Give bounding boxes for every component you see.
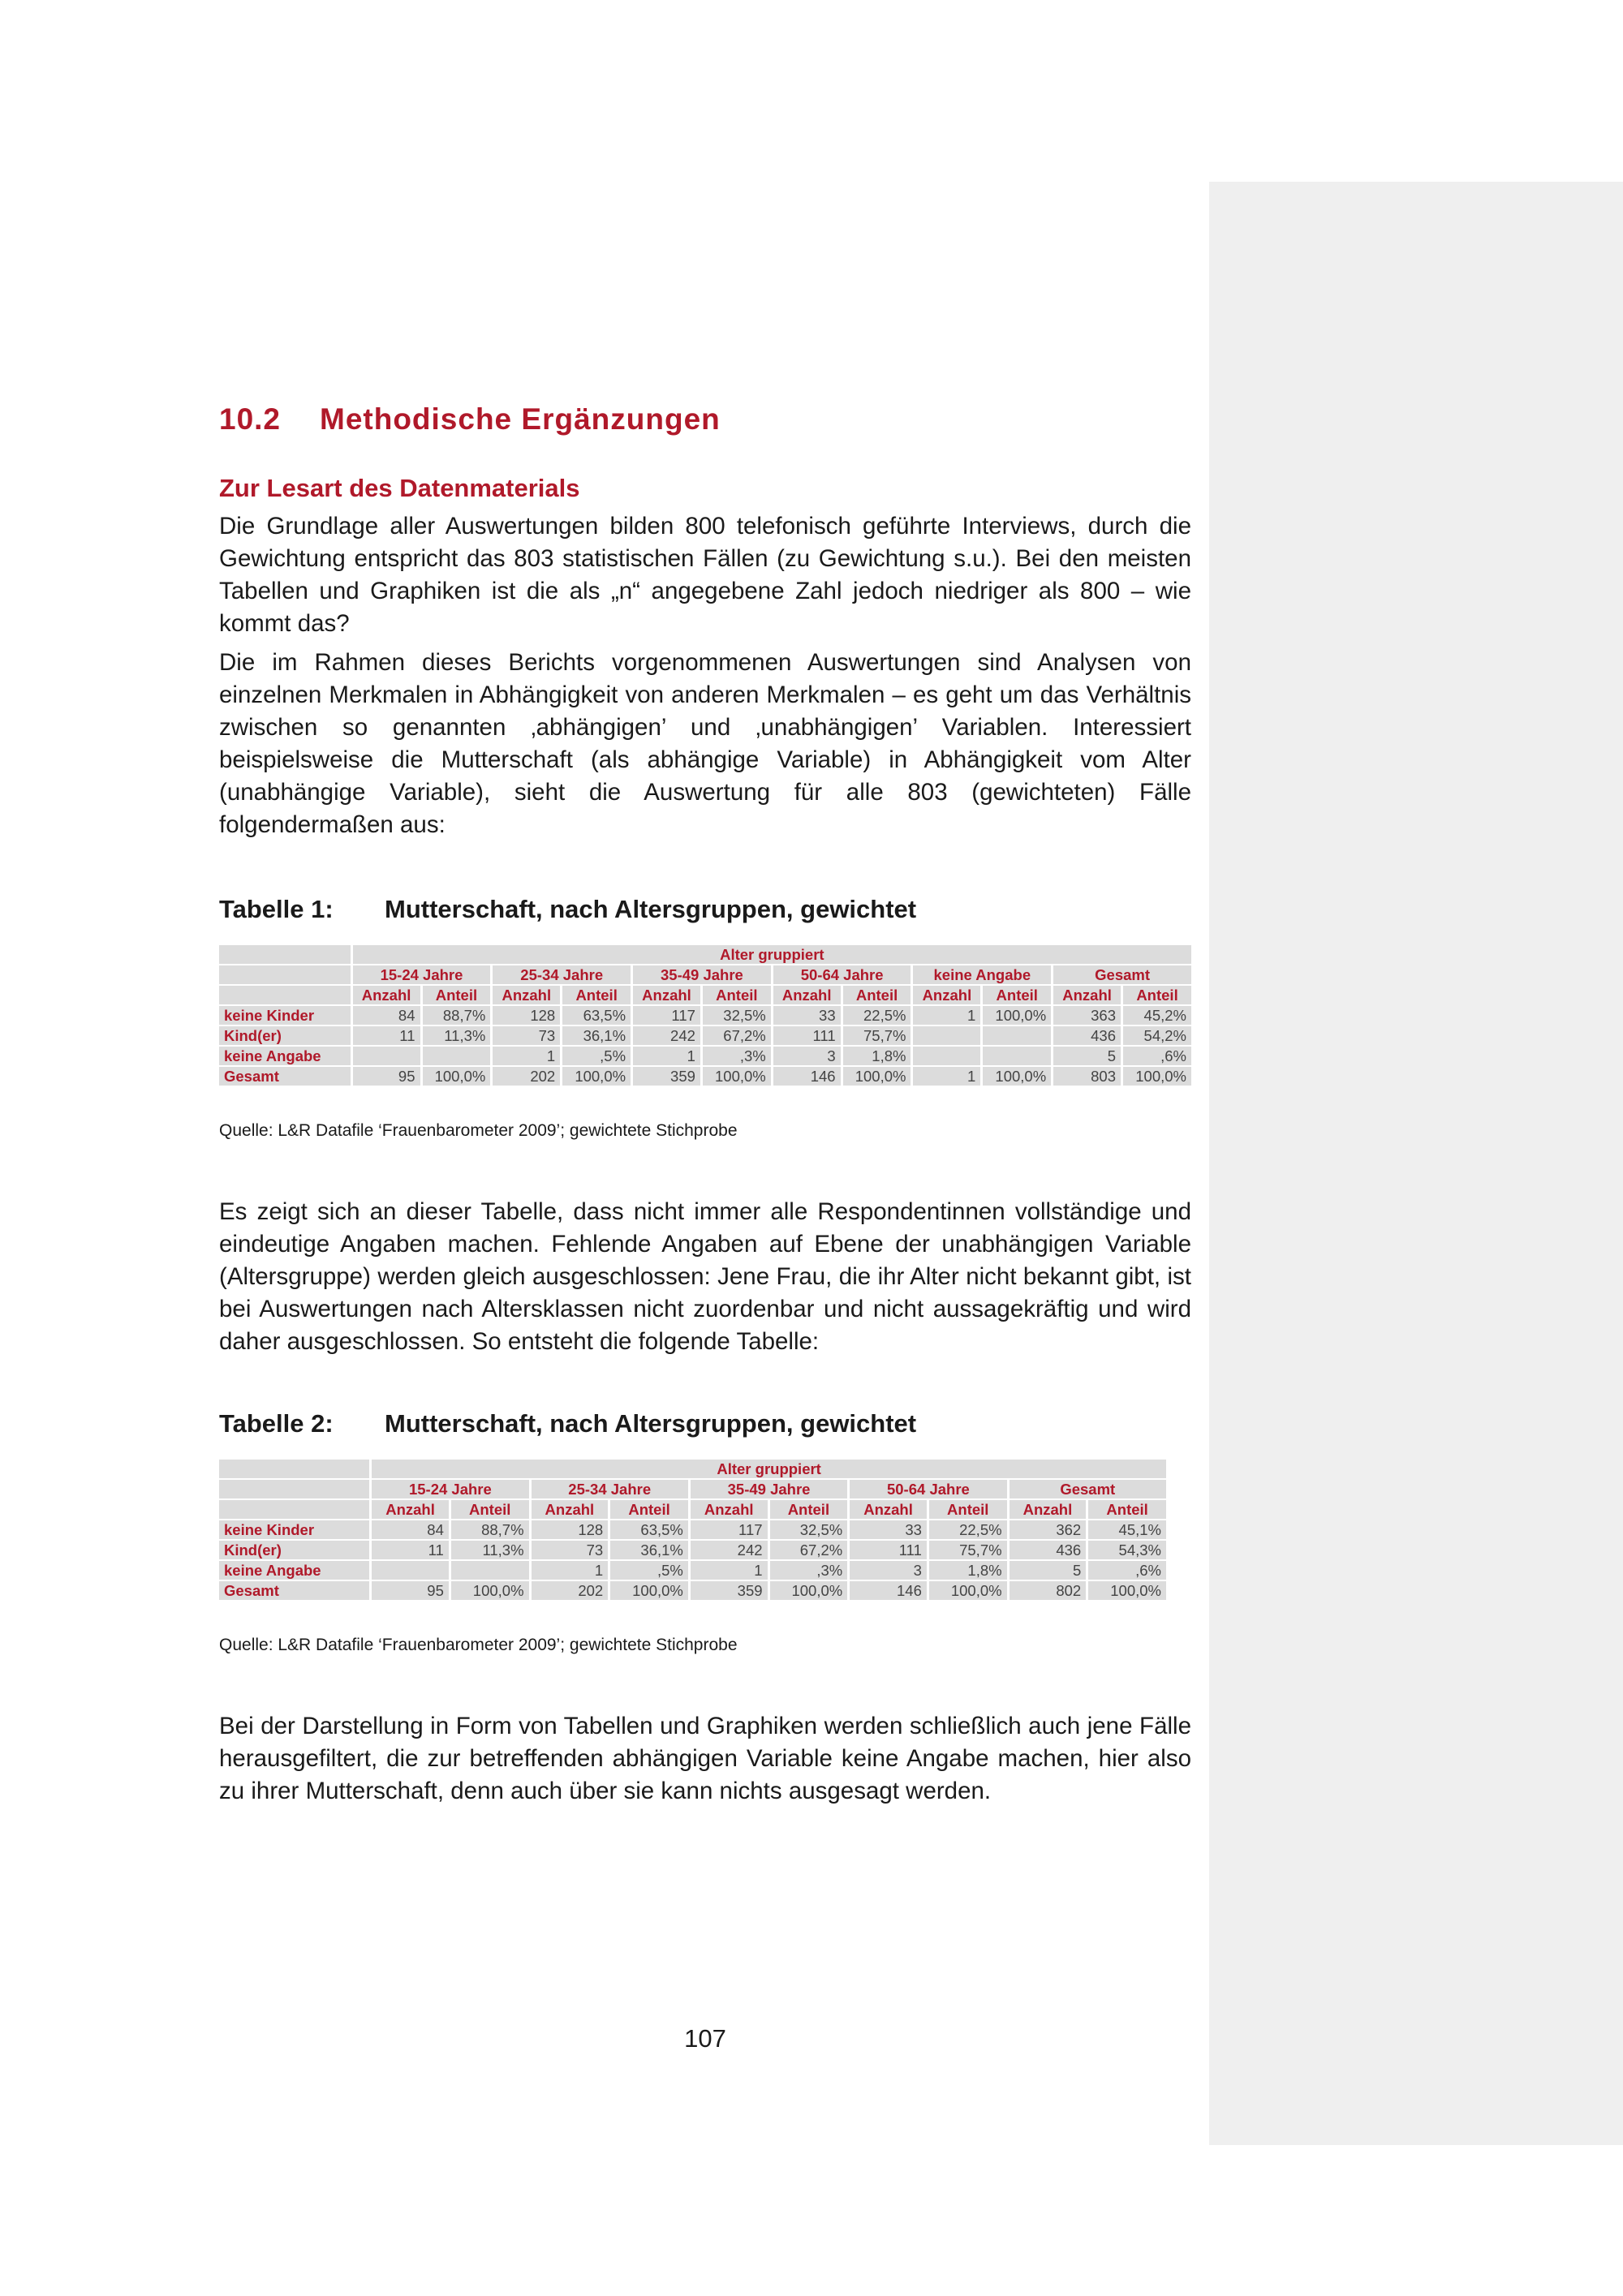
table-cell: 202: [532, 1581, 609, 1600]
table-cell: 100,0%: [983, 1006, 1051, 1025]
table-cell: 54,2%: [1123, 1026, 1191, 1045]
table-row: [219, 1561, 1166, 1580]
table-cell: 1: [532, 1561, 609, 1580]
table-cell: 146: [850, 1581, 927, 1600]
table-cell: 11,3%: [451, 1541, 529, 1559]
table-cell: ,6%: [1088, 1561, 1166, 1580]
corner-cell: [219, 965, 351, 984]
column-header: 25-34 Jahre: [532, 1480, 688, 1498]
table-2-label: Tabelle 2:: [219, 1409, 334, 1438]
table-cell: 33: [850, 1520, 927, 1539]
page-number: 107: [684, 2024, 726, 2053]
table-cell: 67,2%: [703, 1026, 771, 1045]
subheader-share: Anteil: [562, 986, 631, 1004]
table-cell: 146: [773, 1067, 841, 1086]
row-label: keine Kinder: [219, 1520, 369, 1539]
table-cell: ,5%: [562, 1047, 631, 1065]
table-row: [219, 1067, 1191, 1086]
table-cell: 95: [372, 1581, 449, 1600]
section-number: 10.2: [219, 402, 282, 436]
table-cell: 11: [372, 1541, 449, 1559]
table-cell: 75,7%: [843, 1026, 911, 1045]
subheader-count: Anzahl: [691, 1500, 768, 1519]
table-cell: 1,8%: [843, 1047, 911, 1065]
subheader-count: Anzahl: [353, 986, 420, 1004]
table-cell: 362: [1010, 1520, 1087, 1539]
column-header: 50-64 Jahre: [773, 965, 911, 984]
table-cell: 100,0%: [610, 1581, 688, 1600]
row-label: Kind(er): [219, 1026, 351, 1045]
table-cell: ,6%: [1123, 1047, 1191, 1065]
subheader-share: Anteil: [983, 986, 1051, 1004]
table-cell: 100,0%: [929, 1581, 1007, 1600]
table-cell: 67,2%: [770, 1541, 848, 1559]
subheader-share: Anteil: [929, 1500, 1007, 1519]
table-1-source: Quelle: L&R Datafile ‘Frauenbarometer 2009’; gewichtete Stichprobe: [219, 1121, 738, 1140]
table-row: [219, 1006, 1191, 1025]
table-cell: 73: [532, 1541, 609, 1559]
table-cell: [913, 1047, 980, 1065]
table-cell: 33: [773, 1006, 841, 1025]
table-cell: 73: [493, 1026, 560, 1045]
column-header: 35-49 Jahre: [691, 1480, 847, 1498]
table-1-label: Tabelle 1:: [219, 895, 334, 923]
row-label: Gesamt: [219, 1581, 369, 1600]
table-2-title: Mutterschaft, nach Altersgruppen, gewichtet: [385, 1409, 917, 1438]
column-header: keine Angabe: [913, 965, 1051, 984]
table-cell: 5: [1053, 1047, 1121, 1065]
table-1: [217, 944, 1194, 1087]
subheader-share: Anteil: [610, 1500, 688, 1519]
subheader-share: Anteil: [703, 986, 771, 1004]
table-cell: 111: [773, 1026, 841, 1045]
subheader-count: Anzahl: [1053, 986, 1121, 1004]
table-cell: 1: [913, 1067, 980, 1086]
table-row: [219, 1520, 1166, 1539]
row-label: keine Kinder: [219, 1006, 351, 1025]
table-cell: 88,7%: [423, 1006, 491, 1025]
subheader-count: Anzahl: [372, 1500, 449, 1519]
table-cell: [451, 1561, 529, 1580]
column-header: Gesamt: [1010, 1480, 1166, 1498]
table-cell: 117: [633, 1006, 700, 1025]
subheader-share: Anteil: [843, 986, 911, 1004]
table-cell: 63,5%: [610, 1520, 688, 1539]
table-cell: 95: [353, 1067, 420, 1086]
table-cell: 32,5%: [770, 1520, 848, 1539]
table-row: [219, 1026, 1191, 1045]
table-cell: 84: [353, 1006, 420, 1025]
row-label: Kind(er): [219, 1541, 369, 1559]
table-cell: 45,1%: [1088, 1520, 1166, 1539]
table-cell: 128: [532, 1520, 609, 1539]
table-cell: 1: [633, 1047, 700, 1065]
table-cell: 3: [850, 1561, 927, 1580]
table-cell: 75,7%: [929, 1541, 1007, 1559]
table-cell: 111: [850, 1541, 927, 1559]
table-cell: 36,1%: [562, 1026, 631, 1045]
table-2-source: Quelle: L&R Datafile ‘Frauenbarometer 2009’; gewichtete Stichprobe: [219, 1636, 738, 1654]
table-cell: 100,0%: [451, 1581, 529, 1600]
table-cell: [372, 1561, 449, 1580]
table-cell: 100,0%: [703, 1067, 771, 1086]
table-cell: 5: [1010, 1561, 1087, 1580]
table-row: [219, 1581, 1166, 1600]
subheader-share: Anteil: [423, 986, 491, 1004]
table-cell: 363: [1053, 1006, 1121, 1025]
subheader-count: Anzahl: [913, 986, 980, 1004]
subheader-share: Anteil: [1123, 986, 1191, 1004]
header-row-sub: [219, 1500, 1166, 1519]
section-title: Methodische Ergänzungen: [320, 402, 721, 436]
subheader-share: Anteil: [451, 1500, 529, 1519]
paragraph-3: Es zeigt sich an dieser Tabelle, dass nicht immer alle Respondentinnen vollständige und eindeutige Angaben machen. Fehlende Angaben auf Ebene der unabhängigen Variable (Altersgruppe) werden gleich ausgeschlossen: Jene Frau, die ihr Alter nicht bekannt gibt, ist bei Auswertungen nach Altersklassen nicht zuordenbar und nicht aussagekräftig und wird daher ausgeschlossen. So entsteht die folgende Tabelle:: [219, 1198, 1191, 1355]
subheader-count: Anzahl: [773, 986, 841, 1004]
table-1-title: Mutterschaft, nach Altersgruppen, gewichtet: [385, 895, 917, 923]
table-cell: 63,5%: [562, 1006, 631, 1025]
subheader-share: Anteil: [1088, 1500, 1166, 1519]
table-cell: 242: [691, 1541, 768, 1559]
subheader-count: Anzahl: [633, 986, 700, 1004]
table-cell: 32,5%: [703, 1006, 771, 1025]
table-cell: 100,0%: [562, 1067, 631, 1086]
corner-cell: [219, 1460, 369, 1478]
header-row-columns: [219, 965, 1191, 984]
table-cell: [983, 1047, 1051, 1065]
column-header: Gesamt: [1053, 965, 1191, 984]
table-cell: 128: [493, 1006, 560, 1025]
table-cell: ,3%: [770, 1561, 848, 1580]
corner-cell: [219, 986, 351, 1004]
table-cell: 100,0%: [423, 1067, 491, 1086]
table-cell: 1: [691, 1561, 768, 1580]
subheader-share: Anteil: [770, 1500, 848, 1519]
table-row: [219, 1541, 1166, 1559]
table-cell: 359: [633, 1067, 700, 1086]
table-cell: 45,2%: [1123, 1006, 1191, 1025]
table-cell: 802: [1010, 1581, 1087, 1600]
table-cell: 22,5%: [843, 1006, 911, 1025]
table-cell: 36,1%: [610, 1541, 688, 1559]
table-cell: 436: [1010, 1541, 1087, 1559]
group-header: Alter gruppiert: [353, 945, 1191, 964]
table-cell: 22,5%: [929, 1520, 1007, 1539]
table-cell: 100,0%: [843, 1067, 911, 1086]
table-cell: [423, 1047, 491, 1065]
table-cell: 117: [691, 1520, 768, 1539]
subheader-count: Anzahl: [850, 1500, 927, 1519]
table-cell: 100,0%: [983, 1067, 1051, 1086]
table-cell: [353, 1047, 420, 1065]
corner-cell: [219, 945, 351, 964]
table-cell: 100,0%: [1123, 1067, 1191, 1086]
paragraph-1: Die Grundlage aller Auswertungen bilden 800 telefonisch geführte Interviews, durch die Gewichtung entspricht das 803 statistischen Fällen (zu Gewichtung s.u.). Bei den meisten Tabellen und Graphiken ist die als „n“ angegebene Zahl jedoch niedriger als 800 – wie kommt das?: [219, 513, 1191, 637]
table-2-caption: [219, 1409, 916, 1438]
table-cell: 54,3%: [1088, 1541, 1166, 1559]
table-cell: 11,3%: [423, 1026, 491, 1045]
table-2: [217, 1458, 1169, 1602]
row-label: keine Angabe: [219, 1561, 369, 1580]
header-row-columns: [219, 1480, 1166, 1498]
group-header: Alter gruppiert: [372, 1460, 1166, 1478]
header-row-group: [219, 945, 1191, 964]
table-cell: 242: [633, 1026, 700, 1045]
table-row: [219, 1047, 1191, 1065]
corner-cell: [219, 1500, 369, 1519]
subheader-count: Anzahl: [532, 1500, 609, 1519]
subheader-count: Anzahl: [493, 986, 560, 1004]
header-row-sub: [219, 986, 1191, 1004]
paragraph-4: Bei der Darstellung in Form von Tabellen und Graphiken werden schließlich auch jene Fälle herausgefiltert, die zur betreffenden abhängigen Variable keine Angabe machen, hier also zu ihrer Mutterschaft, denn auch über sie kann nichts ausgesagt werden.: [219, 1713, 1191, 1804]
table-cell: [983, 1026, 1051, 1045]
header-row-group: [219, 1460, 1166, 1478]
table-cell: 1,8%: [929, 1561, 1007, 1580]
column-header: 50-64 Jahre: [850, 1480, 1006, 1498]
subheader-count: Anzahl: [1010, 1500, 1087, 1519]
table-cell: ,5%: [610, 1561, 688, 1580]
table-1-caption: [219, 895, 916, 924]
table-cell: 803: [1053, 1067, 1121, 1086]
corner-cell: [219, 1480, 369, 1498]
column-header: 15-24 Jahre: [353, 965, 491, 984]
section-heading: [219, 402, 721, 436]
column-header: 35-49 Jahre: [633, 965, 771, 984]
table-cell: 11: [353, 1026, 420, 1045]
table-cell: 1: [493, 1047, 560, 1065]
table-cell: ,3%: [703, 1047, 771, 1065]
table-cell: 100,0%: [1088, 1581, 1166, 1600]
column-header: 25-34 Jahre: [493, 965, 631, 984]
table-cell: 359: [691, 1581, 768, 1600]
paragraph-2: Die im Rahmen dieses Berichts vorgenommenen Auswertungen sind Analysen von einzelnen Merkmalen in Abhängigkeit von anderen Merkmalen – es geht um das Verhältnis zwischen so genannten ‚abhängigen’ und ‚unabhängigen’ Variablen. Interessiert beispielsweise die Mutterschaft (als abhängige Variable) in Abhängigkeit vom Alter (unabhängige Variable), sieht die Auswertung für alle 803 (gewichteten) Fälle folgendermaßen aus:: [219, 649, 1191, 838]
comment-pane: [1209, 182, 1623, 2145]
table-cell: 100,0%: [770, 1581, 848, 1600]
table-cell: [913, 1026, 980, 1045]
row-label: Gesamt: [219, 1067, 351, 1086]
row-label: keine Angabe: [219, 1047, 351, 1065]
table-cell: 202: [493, 1067, 560, 1086]
table-cell: 84: [372, 1520, 449, 1539]
column-header: 15-24 Jahre: [372, 1480, 528, 1498]
table-cell: 436: [1053, 1026, 1121, 1045]
table-cell: 88,7%: [451, 1520, 529, 1539]
table-cell: 1: [913, 1006, 980, 1025]
subheading: Zur Lesart des Datenmaterials: [219, 474, 580, 502]
table-cell: 3: [773, 1047, 841, 1065]
